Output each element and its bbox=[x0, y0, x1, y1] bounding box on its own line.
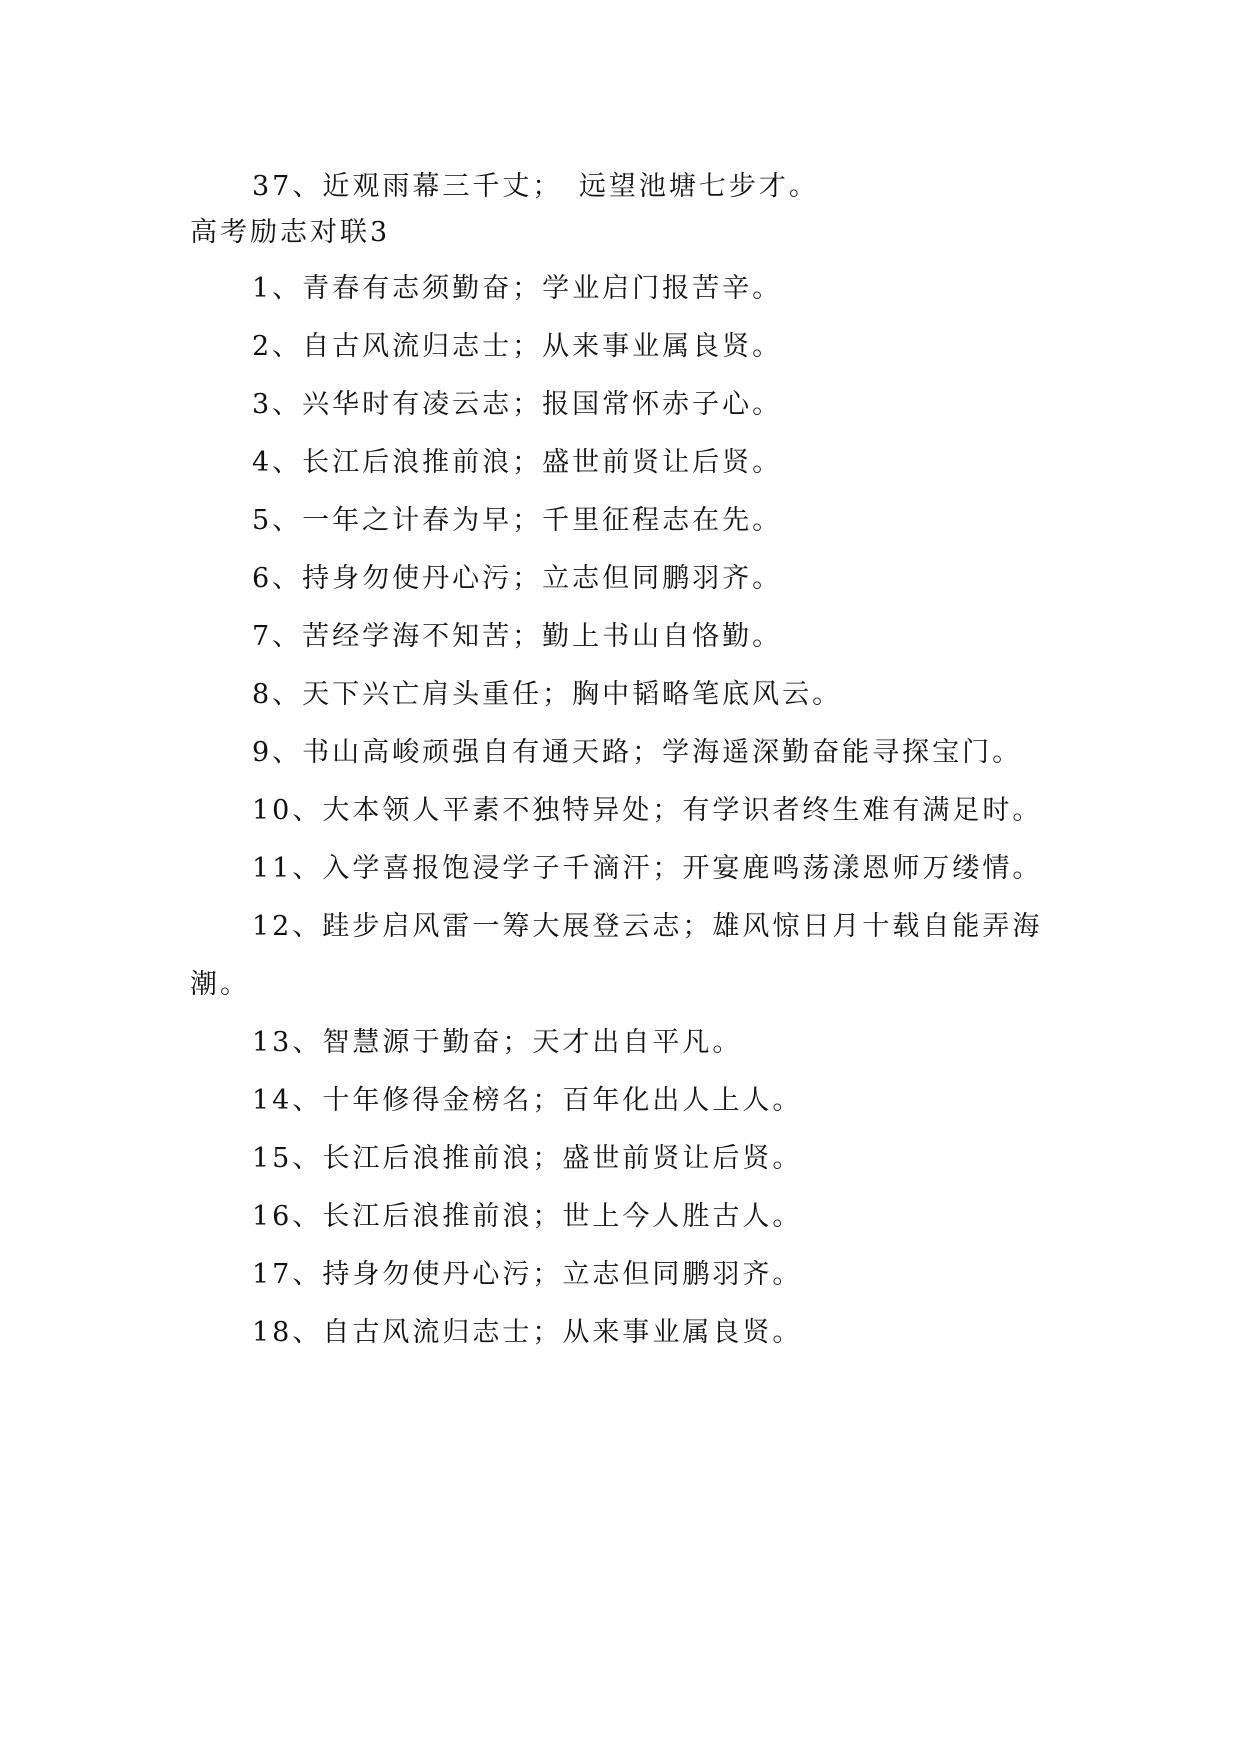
couplet-line: 4、长江后浪推前浪；盛世前贤让后贤。 bbox=[252, 447, 783, 478]
couplet-line: 16、长江后浪推前浪；世上今人胜古人。 bbox=[252, 1201, 803, 1232]
document-body bbox=[190, 158, 1050, 1362]
couplet-line: 8、天下兴亡肩头重任；胸中韬略笔底风云。 bbox=[252, 679, 843, 710]
couplet-line: 7、苦经学海不知苦；勤上书山自恪勤。 bbox=[252, 621, 783, 652]
couplet-line: 12、跬步启风雷一筹大展登云志；雄风惊日月十载自能弄海潮。 bbox=[190, 911, 1043, 1000]
couplet-line: 2、自古风流归志士；从来事业属良贤。 bbox=[252, 331, 783, 362]
couplet-line: 3、兴华时有凌云志；报国常怀赤子心。 bbox=[252, 389, 783, 420]
couplet-line-37: 37、近观雨幕三千丈； 远望池塘七步才。 bbox=[252, 171, 819, 202]
couplet-line: 10、大本领人平素不独特异处；有学识者终生难有满足时。 bbox=[252, 795, 1043, 826]
couplet-line: 5、一年之计春为早；千里征程志在先。 bbox=[252, 505, 783, 536]
section-title: 高考励志对联3 bbox=[190, 217, 391, 248]
couplet-line: 13、智慧源于勤奋；天才出自平凡。 bbox=[252, 1027, 743, 1058]
couplet-line: 18、自古风流归志士；从来事业属良贤。 bbox=[252, 1317, 803, 1348]
couplet-line: 14、十年修得金榜名；百年化出人上人。 bbox=[252, 1085, 803, 1116]
couplet-line: 6、持身勿使丹心污；立志但同鹏羽齐。 bbox=[252, 563, 783, 594]
couplet-line: 1、青春有志须勤奋；学业启门报苦辛。 bbox=[252, 273, 783, 304]
couplet-line: 15、长江后浪推前浪；盛世前贤让后贤。 bbox=[252, 1143, 803, 1174]
couplet-line: 9、书山高峻顽强自有通天路；学海遥深勤奋能寻探宝门。 bbox=[252, 737, 1023, 768]
couplet-line: 17、持身勿使丹心污；立志但同鹏羽齐。 bbox=[252, 1259, 803, 1290]
couplet-line: 11、入学喜报饱浸学子千滴汗；开宴鹿鸣荡漾恩师万缕情。 bbox=[252, 853, 1043, 884]
